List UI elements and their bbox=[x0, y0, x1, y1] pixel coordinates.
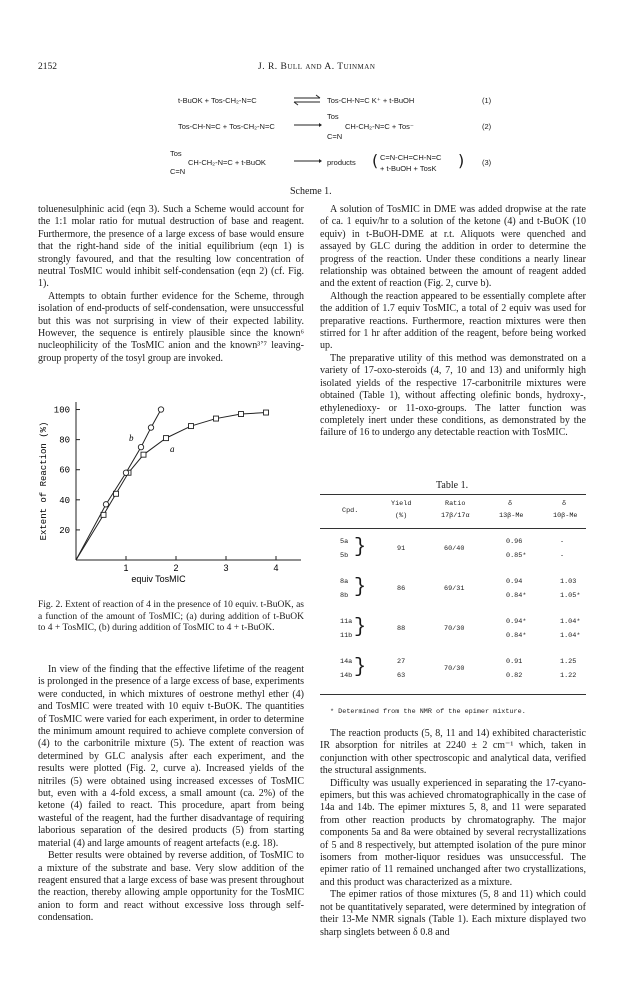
chart-marks bbox=[76, 407, 269, 560]
table-cell-10me: 1.22 bbox=[560, 672, 577, 680]
y-tick-label: 100 bbox=[53, 405, 70, 416]
table-cell-cpd: 11b bbox=[340, 632, 353, 640]
th-delta-10: δ bbox=[562, 500, 567, 508]
series-label-a: a bbox=[170, 444, 175, 455]
table-cell-10me: 1.04* bbox=[560, 618, 581, 626]
data-point-b bbox=[103, 502, 108, 507]
table-cell-ratio: 70/30 bbox=[444, 625, 465, 633]
eq2-right-bottom: C=N bbox=[327, 132, 343, 141]
paragraph: A solution of TosMIC in DME was added dropwise at the rate of ca. 1 equiv/hr to a solution of the ketone (4) and t-BuOK (10 equiv) in t-BuOH-DME at r.t. Aliquots were quenched and assayed by GLC during the addition in order to determine the progress of the reaction. Under these conditions a nearly linear relationship was obtained between the amount of reagent added and the extent of reaction (Fig. 2, curve b). bbox=[320, 204, 586, 290]
data-point-b bbox=[148, 425, 153, 430]
data-point-b bbox=[123, 470, 128, 475]
right-column-bottom bbox=[320, 728, 586, 939]
th-yield: Yield bbox=[391, 500, 412, 508]
eq3-left: CH-CH₂-N=C + t-BuOK bbox=[188, 158, 266, 167]
x-tick-label: 1 bbox=[123, 563, 129, 573]
right-column-top bbox=[320, 204, 586, 440]
figure-2-caption: Fig. 2. Extent of reaction of 4 in the presence of 10 equiv. t-BuOK, as a function of the amount of TosMIC; (a) during addition of t-BuOK to 4 + TosMIC, (b) during addition of TosMIC to 4 + t-BuOK. bbox=[38, 600, 304, 633]
table-title: Table 1. bbox=[436, 480, 469, 491]
paragraph: The epimer ratios of those mixtures (5, 8 and 11) which could not be quantitatively separated, were determined by integration of their 13-Me NMR signals (Table 1). Each mixture displayed two sharp singlets between δ 0.8 and bbox=[320, 889, 586, 938]
eq1-right: Tos-CH-N=C K⁺ + t-BuOH bbox=[327, 96, 415, 105]
brace: } bbox=[354, 656, 367, 679]
y-axis-label: Extent of Reaction (%) bbox=[39, 421, 49, 541]
eq3-label: (3) bbox=[482, 158, 492, 167]
reaction-arrow-icon bbox=[292, 120, 322, 130]
table-cell-cpd: 14b bbox=[340, 672, 353, 680]
data-point-b bbox=[158, 407, 163, 412]
left-column-top bbox=[38, 204, 304, 365]
table-cell-13me: 0.96 bbox=[506, 538, 523, 546]
y-tick-label: 60 bbox=[59, 465, 70, 476]
x-tick-label: 3 bbox=[223, 563, 229, 573]
table-cell-13me: 0.84* bbox=[506, 592, 527, 600]
eq1-left: t-BuOK + Tos-CH₂-N=C bbox=[178, 96, 257, 105]
scheme-caption: Scheme 1. bbox=[290, 186, 332, 197]
table-cell-13me: 0.85* bbox=[506, 552, 527, 560]
brace: } bbox=[354, 616, 367, 639]
y-tick-label: 40 bbox=[59, 495, 70, 506]
paragraph: Better results were obtained by reverse addition, of TosMIC to a mixture of the substrate and base. Very slow addition of the reagent ensured that a large excess of base was present throughout the reaction, thereby allowing ample opportunity for the TosMIC anion to form and react without excessive loss through self-condensation. bbox=[38, 850, 304, 924]
eq2-left: Tos-CH-N=C + Tos-CH₂-N=C bbox=[178, 122, 275, 131]
table-cell-13me: 0.84* bbox=[506, 632, 527, 640]
paragraph: The preparative utility of this method was demonstrated on a variety of 17-oxo-steroids (4, 7, 10 and 13) and uniformly high isolated yields of the respective 17-carbonitrile mixtures were obtained (Table 1), without affecting olefinic bonds, hydroxy-, ethylenedioxy- or 11-oxo-groups. The latter function was completely inert under these conditions, as demonstrated by the failure of 16 to undergo any detectable reaction with TosMIC. bbox=[320, 352, 586, 439]
table-cell-13me: 0.82 bbox=[506, 672, 523, 680]
brace: } bbox=[354, 536, 367, 559]
table-cell-yield: 91 bbox=[397, 545, 406, 553]
data-point-a bbox=[264, 410, 269, 415]
table-cell-yield: 27 bbox=[397, 658, 406, 666]
table-cell-ratio: 70/30 bbox=[444, 665, 465, 673]
table-footnote: * Determined from the NMR of the epimer mixture. bbox=[330, 708, 526, 716]
data-point-a bbox=[164, 436, 169, 441]
paragraph: In view of the finding that the effective lifetime of the reagent is prolonged in the presence of a large excess of base, experiments were conducted, in which mixtures of oestrone methyl ether (4) and TosMIC were treated with 10 equiv t-BuOK. The quantities of TosMIC were varied for each experiment, in order to determine the minimum amount required to achieve complete conversion of (4) to the carbonitrile mixture (5). The extent of reaction was determined by GLC analysis after each experiment, and the results were plotted (Fig. 2, curve a). Increased yields of the nitriles (5) were obtained using increased excesses of TosMIC but, even with a 4-fold excess, a small amount (ca. 2%) of the ketone (4) failed to react. This procedure, apart from being wasteful of the reagent, had the further disadvantage of requiring laborious separation of the desired products (5) from starting material (4) and large amounts of reagent artefacts (e.g. 18). bbox=[38, 664, 304, 849]
eq2-right-top: Tos bbox=[327, 112, 339, 121]
data-point-a bbox=[214, 416, 219, 421]
table-cell-13me: 0.94* bbox=[506, 618, 527, 626]
table-cell-10me: - bbox=[560, 538, 565, 546]
y-tick-label: 20 bbox=[59, 525, 70, 536]
th-10-me: 10β-Me bbox=[553, 512, 578, 520]
table-cell-10me: 1.25 bbox=[560, 658, 577, 666]
th-cpd: Cpd. bbox=[342, 507, 359, 515]
table-cell-ratio: 60/40 bbox=[444, 545, 465, 553]
x-tick-label: 4 bbox=[273, 563, 279, 573]
eq2-right: CH-CH₂-N=C + Tos⁻ bbox=[345, 122, 414, 131]
th-13-me: 13β-Me bbox=[499, 512, 524, 520]
series-label-b: b bbox=[129, 433, 134, 444]
x-axis-label: equiv TosMIC bbox=[131, 574, 186, 584]
table-cell-yield: 63 bbox=[397, 672, 406, 680]
reaction-arrow-icon bbox=[292, 156, 322, 166]
table-cell-cpd: 11a bbox=[340, 618, 353, 626]
y-tick-label: 80 bbox=[59, 435, 70, 446]
data-point-b bbox=[138, 444, 143, 449]
th-ratio-sub: 17β/17α bbox=[441, 512, 470, 520]
data-point-a bbox=[239, 412, 244, 417]
left-column-bottom bbox=[38, 664, 304, 925]
page-number: 2152 bbox=[38, 62, 57, 72]
table-cell-10me: - bbox=[560, 552, 565, 560]
table-cell-10me: 1.05* bbox=[560, 592, 581, 600]
eq3-products: products bbox=[327, 158, 356, 167]
paragraph: toluenesulphinic acid (eqn 3). Such a Scheme would account for the 1:1 molar ratio for mutual destruction of base and reagent. Furthermore, the presence of a large excess of base would ensure that the right-hand side of the initial equilibrium (eqn 1) is strongly favoured, and that the resulting low concentration of neutral TosMIC would inhibit self-condensation (eqn 2) (cf. Fig. 1). bbox=[38, 204, 304, 290]
data-point-a bbox=[141, 452, 146, 457]
table-cell-yield: 86 bbox=[397, 585, 406, 593]
table-cell-ratio: 69/31 bbox=[444, 585, 465, 593]
table-cell-cpd: 14a bbox=[340, 658, 353, 666]
running-head: J. R. Bull and A. Tuinman bbox=[258, 62, 376, 72]
series-line-a bbox=[76, 413, 266, 560]
paragraph: Although the reaction appeared to be essentially complete after the addition of 1.7 equiv TosMIC, a total of 2 equiv was used for preparative reactions. Furthermore, reaction mixtures were then stirred for 1 hr after addition of the reagent, before being worked up. bbox=[320, 290, 586, 352]
paragraph: Difficulty was usually experienced in separating the 17-cyano-epimers, but this was achieved chromatographically in the case of 14a and 14b. The epimer mixtures 5, 8, and 11 were separated from other reaction products by chromatography. The major components 5a and 8a were obtained by several recrystallizations of 5 and 8 respectively, but attempted isolation of the pure minor isomers from mother-liquor residues was unsuccessful. The epimer ratio of 11 remained unchanged after two crystallizations, and this product was characterized as a mixture. bbox=[320, 777, 586, 888]
table-cell-cpd: 8a bbox=[340, 578, 349, 586]
eq3-left-bottom: C=N bbox=[170, 167, 186, 176]
brace: } bbox=[354, 576, 367, 599]
table-cell-yield: 88 bbox=[397, 625, 406, 633]
x-tick-label: 2 bbox=[173, 563, 179, 573]
th-delta-13: δ bbox=[508, 500, 513, 508]
figure-2-chart bbox=[36, 392, 306, 592]
table-cell-cpd: 8b bbox=[340, 592, 349, 600]
table-cell-cpd: 5b bbox=[340, 552, 349, 560]
table-1 bbox=[320, 494, 586, 699]
eq3-right-top: C=N-CH=CH-N=C bbox=[380, 153, 442, 162]
eq3-right-bottom: + t-BuOH + TosK bbox=[380, 164, 437, 173]
data-point-a bbox=[189, 424, 194, 429]
eq1-label: (1) bbox=[482, 96, 492, 105]
th-yield-unit: (%) bbox=[395, 512, 408, 520]
th-ratio: Ratio bbox=[445, 500, 466, 508]
table-cell-10me: 1.03 bbox=[560, 578, 577, 586]
table-cell-13me: 0.94 bbox=[506, 578, 523, 586]
table-cell-10me: 1.04* bbox=[560, 632, 581, 640]
brace-close: ) bbox=[458, 151, 465, 170]
eq3-left-top: Tos bbox=[170, 149, 182, 158]
brace-open: ( bbox=[372, 151, 379, 170]
series-line-b bbox=[76, 410, 161, 560]
table-cell-cpd: 5a bbox=[340, 538, 349, 546]
paragraph: The reaction products (5, 8, 11 and 14) exhibited characteristic IR absorption for nitriles at 2240 ± 2 cm⁻¹ which, taken in conjunction with other spectroscopic and analytical data, verified the structural assignments. bbox=[320, 728, 586, 777]
eq2-label: (2) bbox=[482, 122, 492, 131]
paragraph: Attempts to obtain further evidence for the Scheme, through isolation of end-products of self-condensation, were unsuccessful but this was not surprising in view of their expected lability. However, the sequence is entirely plausible since the known⁶ nucleophilicity of the TosMIC anion and the known³ʼ⁷ leaving-group property of the tosyl group are invoked. bbox=[38, 290, 304, 364]
equilibrium-arrow-icon bbox=[292, 94, 322, 106]
table-cell-13me: 0.91 bbox=[506, 658, 523, 666]
